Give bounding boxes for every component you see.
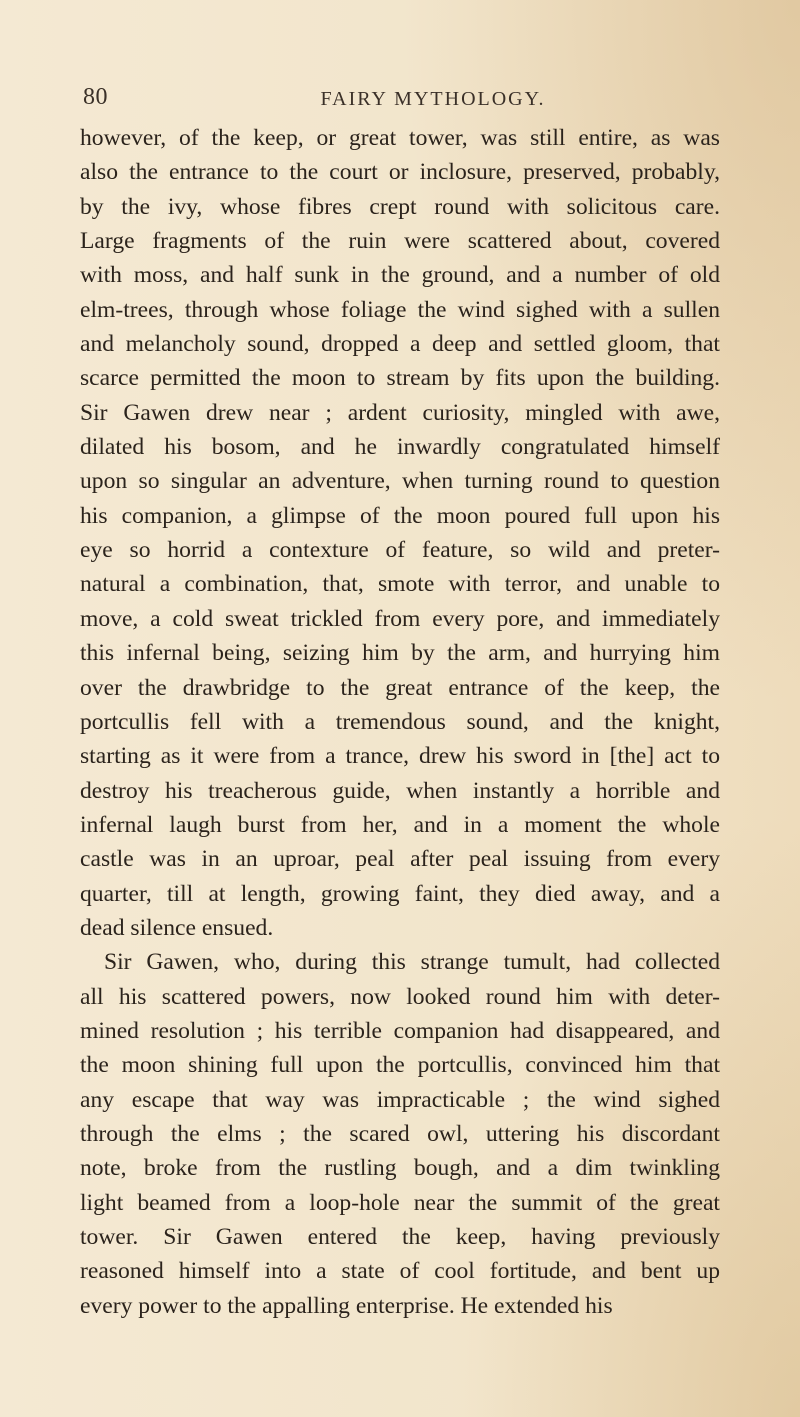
text-line: eye so horrid a contexture of feature, so wild and preter- <box>80 537 720 564</box>
body-text <box>80 121 720 1323</box>
text-line: destroy his treacherous guide, when instantly a horrible and <box>80 777 720 804</box>
text-line: dilated his bosom, and he inwardly congratulated himself <box>80 434 720 461</box>
text-line: by the ivy, whose fibres crept round with solicitous care. <box>80 193 720 220</box>
text-line: upon so singular an adventure, when turning round to question <box>80 468 720 495</box>
text-line: scarce permitted the moon to stream by fits upon the building. <box>80 365 720 392</box>
text-line: through the elms ; the scared owl, uttering his discordant <box>80 1120 720 1147</box>
text-line: elm-trees, through whose foliage the wind sighed with a sullen <box>80 296 720 323</box>
text-line: however, of the keep, or great tower, was still entire, as was <box>80 125 720 151</box>
page-number: 80 <box>83 84 108 110</box>
text-line: this infernal being, seizing him by the arm, and hurrying him <box>80 640 720 667</box>
text-line: with moss, and half sunk in the ground, and a number of old <box>80 262 720 289</box>
text-line: natural a combination, that, smote with terror, and unable to <box>80 571 720 598</box>
text-line: light beamed from a loop-hole near the summit of the great <box>80 1189 720 1216</box>
text-line: the moon shining full upon the portcullis, convinced him that <box>80 1052 720 1079</box>
text-line: note, broke from the rustling bough, and a dim twinkling <box>80 1155 720 1182</box>
text-line: any escape that way was impracticable ; the wind sighed <box>80 1086 720 1113</box>
text-line: quarter, till at length, growing faint, they died away, and a <box>80 880 720 907</box>
running-title: FAIRY MYTHOLOGY. <box>320 88 546 110</box>
text-line: Large fragments of the ruin were scattered about, covered <box>80 228 720 255</box>
text-line: dead silence ensued. <box>80 914 274 941</box>
text-line: Sir Gawen, who, during this strange tumult, had collected <box>104 949 720 976</box>
text-line: mined resolution ; his terrible companion had disappeared, and <box>80 1017 720 1044</box>
text-line: Sir Gawen drew near ; ardent curiosity, mingled with awe, <box>80 399 720 426</box>
page-header <box>83 84 723 118</box>
text-line: over the drawbridge to the great entrance of the keep, the <box>80 674 720 701</box>
text-line: tower. Sir Gawen entered the keep, having previously <box>80 1224 720 1250</box>
text-line: infernal laugh burst from her, and in a moment the whole <box>80 811 720 838</box>
text-line: portcullis fell with a tremendous sound, and the knight, <box>80 708 720 735</box>
text-line: his companion, a glimpse of the moon poured full upon his <box>80 502 720 529</box>
text-line: starting as it were from a trance, drew his sword in [the] act to <box>80 743 720 770</box>
text-line: move, a cold sweat trickled from every pore, and immediately <box>80 605 720 632</box>
text-line: and melancholy sound, dropped a deep and settled gloom, that <box>80 331 720 358</box>
text-line: all his scattered powers, now looked round him with deter- <box>80 983 720 1010</box>
text-line: reasoned himself into a state of cool fortitude, and bent up <box>80 1258 720 1285</box>
text-line: castle was in an uproar, peal after peal issuing from every <box>80 846 720 873</box>
text-line: also the entrance to the court or inclosure, preserved, probably, <box>80 159 720 186</box>
text-line: every power to the appalling enterprise. He extended his <box>80 1292 613 1319</box>
